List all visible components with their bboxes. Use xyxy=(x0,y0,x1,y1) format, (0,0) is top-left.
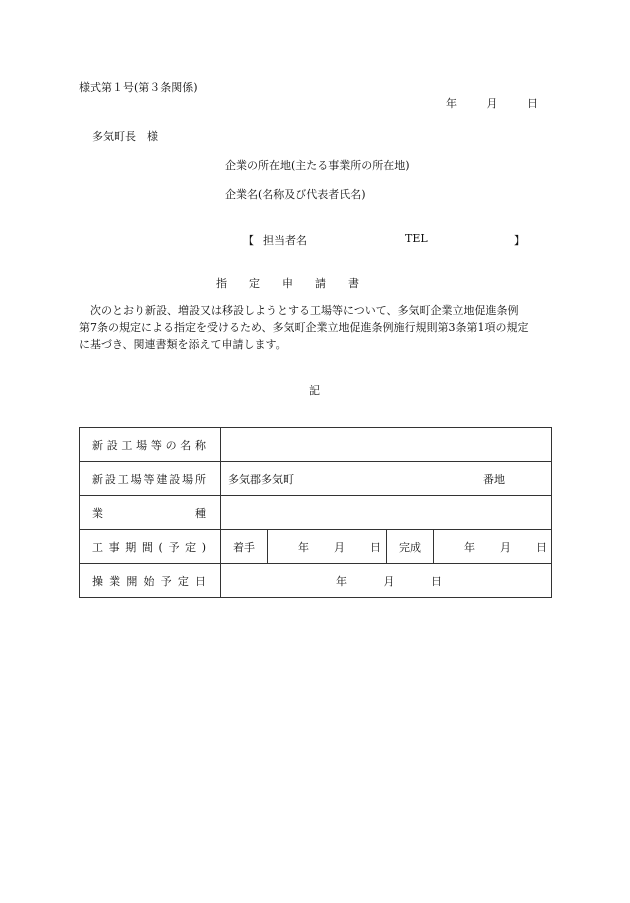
contact-tel-label: TEL xyxy=(405,232,428,245)
start-date-field[interactable] xyxy=(268,530,387,563)
row-label-construction-site: 新設工場等建設場所 xyxy=(92,472,206,486)
body-line-2: 第7条の規定による指定を受けるため、多気町企業立地促進条例施行規則第3条第1項の規定 xyxy=(79,321,529,334)
table-row xyxy=(80,530,552,564)
date-line xyxy=(446,95,538,111)
application-table xyxy=(79,427,552,598)
op-month: 月 xyxy=(383,574,395,588)
facility-name-field[interactable] xyxy=(221,428,552,462)
body-line-1: 次のとおり新設、増設又は移設しようとする工場等について、多気町企業立地促進条例 xyxy=(90,304,519,317)
end-year: 年 xyxy=(464,540,475,554)
table-row xyxy=(80,496,552,530)
date-day: 日 xyxy=(527,97,538,110)
construction-site-field[interactable] xyxy=(221,462,552,496)
end-label-text: 完成 xyxy=(399,540,421,554)
start-year: 年 xyxy=(298,540,309,554)
date-year: 年 xyxy=(446,97,457,110)
end-date-field[interactable] xyxy=(434,530,551,563)
body-line-3: に基づき、関連書類を添えて申請します。 xyxy=(79,338,287,351)
end-day: 日 xyxy=(536,540,547,554)
row-label-construction-period: 工事期間(予定) xyxy=(92,540,206,554)
table-row xyxy=(80,462,552,496)
ki-heading: 記 xyxy=(309,384,320,397)
operation-start-date-field[interactable] xyxy=(221,564,552,598)
row-label-operation-start: 操業開始予定日 xyxy=(92,574,206,588)
application-body xyxy=(79,302,557,353)
contact-person-label: 担当者名 xyxy=(263,234,307,247)
start-label xyxy=(221,530,268,563)
site-prefix: 多気郡多気町 xyxy=(228,472,294,486)
row-label-facility-name: 新設工場等の名称 xyxy=(92,438,206,452)
end-month: 月 xyxy=(500,540,511,554)
table-row xyxy=(80,564,552,598)
industry-field[interactable] xyxy=(221,496,552,530)
start-day: 日 xyxy=(370,540,381,554)
date-month: 月 xyxy=(486,97,498,110)
contact-close-bracket: 】 xyxy=(514,234,525,247)
contact-open-bracket: 【 xyxy=(243,234,254,247)
op-year: 年 xyxy=(336,574,347,588)
site-banchi: 番地 xyxy=(483,473,505,486)
addressee: 多気町長 様 xyxy=(92,130,158,143)
op-day: 日 xyxy=(431,574,442,588)
row-label-industry: 業種 xyxy=(92,506,206,520)
end-label xyxy=(387,530,434,563)
table-row xyxy=(80,428,552,462)
start-month: 月 xyxy=(334,540,345,554)
start-label-text: 着手 xyxy=(233,540,255,554)
document-title: 指 定 申 請 書 xyxy=(216,277,359,290)
applicant-address-label: 企業の所在地(主たる事業所の所在地) xyxy=(225,159,410,172)
form-number: 様式第１号(第３条関係) xyxy=(79,81,198,94)
applicant-name-label: 企業名(名称及び代表者氏名) xyxy=(225,188,366,201)
